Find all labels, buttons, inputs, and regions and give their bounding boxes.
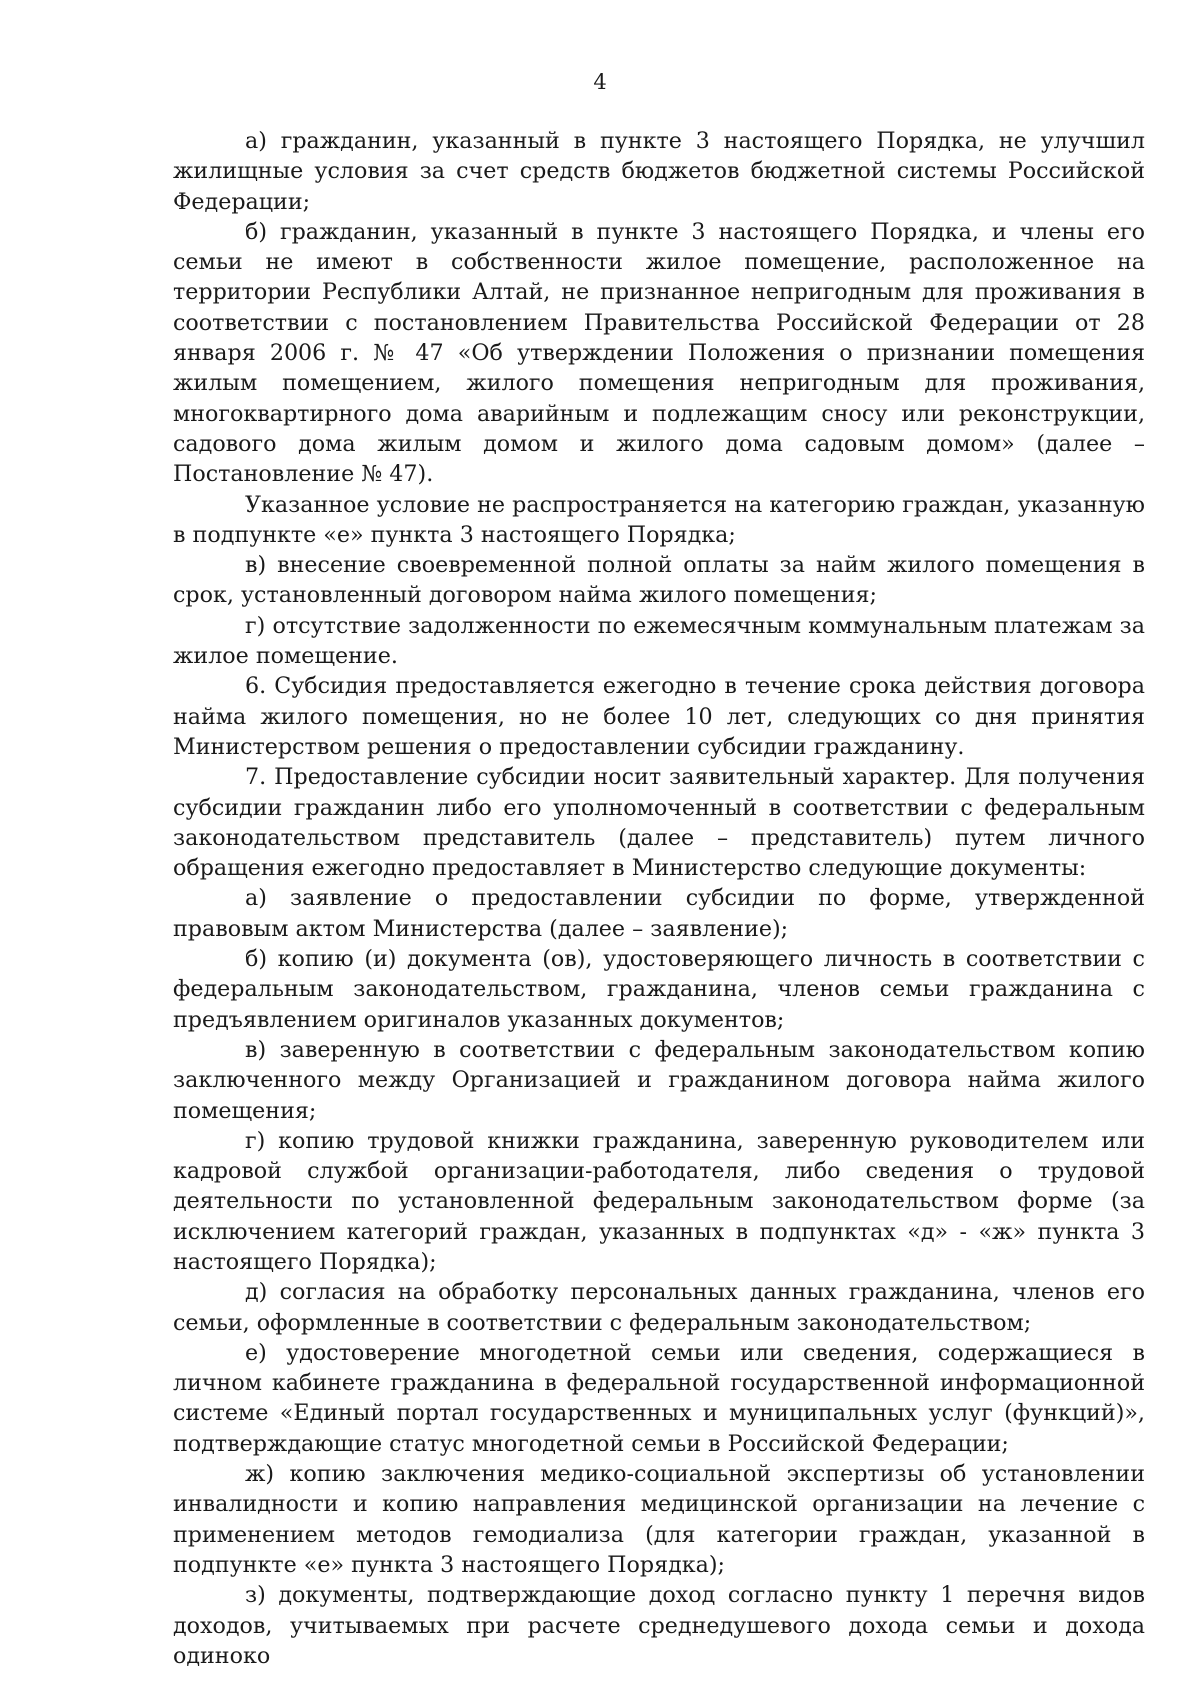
- paragraph-document-z: з) документы, подтверждающие доход согласно пункту 1 перечня видов доходов, учитываемых при расчете среднедушевого дохода семьи и дохода одиноко: [173, 1582, 1145, 1669]
- paragraph-document-v: в) заверенную в соответствии с федеральным законодательством копию заключенного между Организацией и гражданином договора найма жилого помещения;: [173, 1036, 1145, 1124]
- document-body: [173, 126, 1145, 1671]
- paragraph-document-e: е) удостоверение многодетной семьи или сведения, содержащиеся в личном кабинете гражданина в федеральной государственной информационной системе «Единый портал государственных и муниципальных услуг (функций)», подтверждающие статус многодетной семьи в Российской Федерации;: [173, 1339, 1145, 1457]
- paragraph-document-g: г) копию трудовой книжки гражданина, заверенную руководителем или кадровой службой организации-работодателя, либо сведения о трудовой деятельности по установленной федеральным законодательством форме (за исключением категорий граждан, указанных в подпунктах «д» - «ж» пункта 3 настоящего Порядка);: [173, 1127, 1145, 1275]
- paragraph-section-6: 6. Субсидия предоставляется ежегодно в течение срока действия договора найма жилого помещения, но не более 10 лет, следующих со дня принятия Министерством решения о предоставлении субсидии гражданину.: [173, 673, 1145, 760]
- paragraph-document-zh: ж) копию заключения медико-социальной экспертизы об установлении инвалидности и копию направления медицинской организации на лечение с применением методов гемодиализа (для категории граждан, указанной в подпункте «е» пункта 3 настоящего Порядка);: [173, 1461, 1145, 1578]
- paragraph-condition-a: а) гражданин, указанный в пункте 3 настоящего Порядка, не улучшил жилищные условия за счет средств бюджетов бюджетной системы Российской Федерации;: [173, 128, 1145, 215]
- paragraph-condition-g: г) отсутствие задолженности по ежемесячным коммунальным платежам за жилое помещение.: [173, 612, 1145, 670]
- paragraph-condition-b: б) гражданин, указанный в пункте 3 настоящего Порядка, и члены его семьи не имеют в собственности жилое помещение, расположенное на территории Республики Алтай, не признанное непригодным для проживания в соответствии с постановлением Правительства Российской Федерации от 28 января 2006 г. № 47 «Об утверждении Положения о признании помещения жилым помещением, жилого помещения непригодным для проживания, многоквартирного дома аварийным и подлежащим сносу или реконструкции, садового дома жилым домом и жилого дома садовым домом» (далее – Постановление № 47).: [173, 218, 1145, 488]
- paragraph-condition-note: Указанное условие не распространяется на категорию граждан, указанную в подпункте «е» пункта 3 настоящего Порядка;: [173, 491, 1145, 548]
- paragraph-document-d: д) согласия на обработку персональных данных гражданина, членов его семьи, оформленные в соответствии с федеральным законодательством;: [173, 1279, 1145, 1336]
- paragraph-condition-v: в) внесение своевременной полной оплаты за найм жилого помещения в срок, установленный договором найма жилого помещения;: [173, 552, 1145, 609]
- paragraph-document-b: б) копию (и) документа (ов), удостоверяющего личность в соответствии с федеральным законодательством, гражданина, членов семьи гражданина с предъявлением оригиналов указанных документов;: [173, 946, 1145, 1033]
- page-number: 4: [593, 70, 607, 94]
- paragraph-document-a: а) заявление о предоставлении субсидии по форме, утвержденной правовым актом Министерства (далее – заявление);: [173, 885, 1145, 942]
- paragraph-section-7: 7. Предоставление субсидии носит заявительный характер. Для получения субсидии гражданин либо его уполномоченный в соответствии с федеральным законодательством представитель (далее – представитель) путем личного обращения ежегодно предоставляет в Министерство следующие документы:: [173, 764, 1145, 882]
